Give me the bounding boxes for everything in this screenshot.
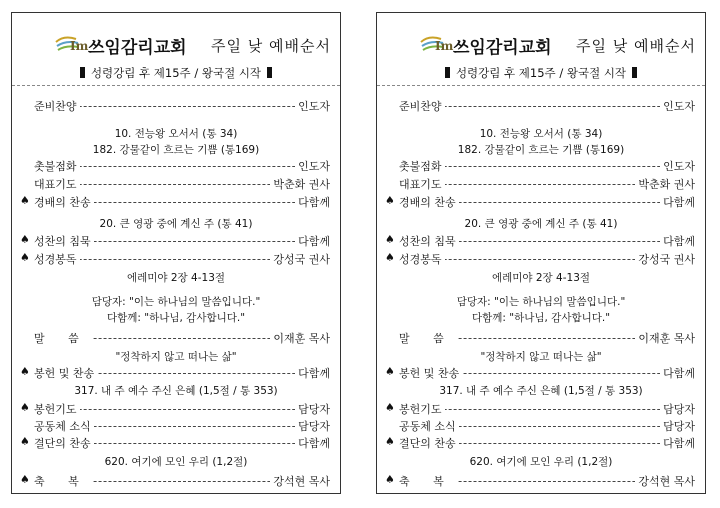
- order-item-label: 축 복: [399, 473, 457, 489]
- spade-bullet-icon: ♠: [385, 435, 395, 448]
- header-divider: [12, 85, 340, 86]
- hymn-or-note-line: 에레미야 2장 4-13절: [126, 272, 226, 284]
- order-item-leader: 다함께: [660, 194, 695, 210]
- hymn-or-note-line: 620. 여기에 모인 우리 (1,2절): [469, 456, 613, 468]
- order-item-label: 경배의 찬송: [34, 194, 94, 210]
- hymn-or-note-line: 다함께: "하나님, 감사합니다.": [471, 312, 611, 324]
- order-item-label: 대표기도: [34, 176, 80, 192]
- order-item-label: 말 씀: [34, 330, 92, 346]
- order-item-row: [385, 233, 695, 249]
- order-item-row: [20, 418, 330, 434]
- order-item-row: [20, 98, 330, 114]
- subtitle-bar-right: [632, 67, 637, 78]
- order-item-leader: 다함께: [295, 365, 330, 381]
- bulletin-panel-left: [11, 12, 341, 494]
- order-item-row: [385, 158, 695, 174]
- spade-bullet-icon: ♠: [20, 233, 30, 246]
- order-item-row: [20, 176, 330, 192]
- order-item-label: 봉헌기도: [399, 401, 445, 417]
- order-item-label: 봉헌 및 찬송: [34, 365, 97, 381]
- order-item-leader: 이재훈 목사: [635, 330, 695, 346]
- order-item-row: [20, 330, 330, 346]
- order-item-leader: 다함께: [295, 194, 330, 210]
- hymn-or-note-line: 10. 전능왕 오서서 (통 34): [479, 128, 603, 140]
- order-item-label: 결단의 찬송: [34, 435, 94, 451]
- hymn-or-note-line: 20. 큰 영광 중에 계신 주 (통 41): [99, 218, 253, 230]
- order-item-leader: 다함께: [295, 233, 330, 249]
- order-item-row: [20, 401, 330, 417]
- order-item-row: [385, 176, 695, 192]
- order-item-label: 말 씀: [399, 330, 457, 346]
- subtitle-bar-right: [267, 67, 272, 78]
- order-item-leader: 강성국 권사: [270, 251, 330, 267]
- order-item-leader: 인도자: [295, 158, 330, 174]
- order-item-leader: 강석현 목사: [270, 473, 330, 489]
- bulletin-header: [377, 27, 705, 63]
- hymn-or-note-line: 317. 내 주 예수 주신 은혜 (1,5절 / 통 353): [74, 385, 278, 397]
- logo-text: Im: [70, 39, 89, 53]
- hymn-or-note-line: "정착하지 않고 떠나는 삶": [480, 351, 602, 363]
- order-item-row: [385, 401, 695, 417]
- order-item-row: [20, 435, 330, 451]
- subtitle-bar-left: [445, 67, 450, 78]
- hymn-or-note-line: 620. 여기에 모인 우리 (1,2절): [104, 456, 248, 468]
- order-item-row: [385, 365, 695, 381]
- order-item-leader: 담당자: [295, 401, 330, 417]
- order-item-label: 성경봉독: [34, 251, 80, 267]
- order-item-label: 성찬의 침묵: [34, 233, 94, 249]
- order-item-leader: 담당자: [295, 418, 330, 434]
- hymn-or-note-line: 에레미야 2장 4-13절: [491, 272, 591, 284]
- order-item-label: 촛불점화: [34, 158, 80, 174]
- subtitle: [377, 65, 705, 81]
- order-item-leader: 강성국 권사: [635, 251, 695, 267]
- order-item-label: 봉헌 및 찬송: [399, 365, 462, 381]
- hymn-or-note-line: 20. 큰 영광 중에 계신 주 (통 41): [464, 218, 618, 230]
- order-item-leader: 인도자: [295, 98, 330, 114]
- order-item-leader: 강석현 목사: [635, 473, 695, 489]
- bulletin-panel-right: [376, 12, 706, 494]
- order-item-row: [385, 418, 695, 434]
- order-item-row: [20, 194, 330, 210]
- order-item-row: [385, 330, 695, 346]
- subtitle-bar-left: [80, 67, 85, 78]
- logo-text: Im: [435, 39, 454, 53]
- order-item-leader: 이재훈 목사: [270, 330, 330, 346]
- order-item-row: [20, 233, 330, 249]
- order-item-label: 대표기도: [399, 176, 445, 192]
- order-item-row: [20, 251, 330, 267]
- spade-bullet-icon: ♠: [385, 401, 395, 414]
- spade-bullet-icon: ♠: [385, 365, 395, 378]
- order-item-row: [20, 473, 330, 489]
- order-item-row: [385, 194, 695, 210]
- order-item-label: 준비찬양: [399, 98, 445, 114]
- hymn-or-note-line: 다함께: "하나님, 감사합니다.": [106, 312, 246, 324]
- order-item-label: 봉헌기도: [34, 401, 80, 417]
- hymn-or-note-line: 182. 강물같이 흐르는 기쁨 (통169): [92, 144, 260, 156]
- subtitle-text: 성령강림 후 제15주 / 왕국절 시작: [90, 66, 262, 80]
- order-item-row: [385, 435, 695, 451]
- bulletin-header: [12, 27, 340, 63]
- spade-bullet-icon: ♠: [20, 401, 30, 414]
- spade-bullet-icon: ♠: [20, 251, 30, 264]
- order-item-row: [20, 365, 330, 381]
- subtitle-text: 성령강림 후 제15주 / 왕국절 시작: [455, 66, 627, 80]
- order-item-leader: 박춘화 권사: [270, 176, 330, 192]
- service-title: 주일 낮 예배순서: [576, 37, 696, 55]
- spade-bullet-icon: ♠: [20, 194, 30, 207]
- order-item-leader: 박춘화 권사: [635, 176, 695, 192]
- order-item-label: 준비찬양: [34, 98, 80, 114]
- order-item-leader: 다함께: [660, 233, 695, 249]
- header-divider: [377, 85, 705, 86]
- order-item-label: 경배의 찬송: [399, 194, 459, 210]
- hymn-or-note-line: 10. 전능왕 오서서 (통 34): [114, 128, 238, 140]
- order-item-leader: 다함께: [660, 365, 695, 381]
- order-item-label: 공동체 소식: [399, 418, 459, 434]
- order-item-label: 촛불점화: [399, 158, 445, 174]
- order-item-leader: 담당자: [660, 401, 695, 417]
- spade-bullet-icon: ♠: [385, 233, 395, 246]
- spade-bullet-icon: ♠: [385, 251, 395, 264]
- order-item-label: 성찬의 침묵: [399, 233, 459, 249]
- church-name: 쓰임감리교회: [453, 38, 552, 58]
- hymn-or-note-line: 317. 내 주 예수 주신 은혜 (1,5절 / 통 353): [439, 385, 643, 397]
- church-name: 쓰임감리교회: [88, 38, 187, 58]
- order-item-row: [385, 98, 695, 114]
- order-item-leader: 담당자: [660, 418, 695, 434]
- order-item-label: 결단의 찬송: [399, 435, 459, 451]
- hymn-or-note-line: 담당자: "이는 하나님의 말씀입니다.": [456, 296, 626, 308]
- order-item-leader: 다함께: [295, 435, 330, 451]
- order-item-label: 성경봉독: [399, 251, 445, 267]
- spade-bullet-icon: ♠: [385, 473, 395, 486]
- hymn-or-note-line: 182. 강물같이 흐르는 기쁨 (통169): [457, 144, 625, 156]
- order-item-label: 축 복: [34, 473, 92, 489]
- order-item-leader: 다함께: [660, 435, 695, 451]
- subtitle: [12, 65, 340, 81]
- order-item-label: 공동체 소식: [34, 418, 94, 434]
- spade-bullet-icon: ♠: [385, 194, 395, 207]
- hymn-or-note-line: "정착하지 않고 떠나는 삶": [115, 351, 237, 363]
- hymn-or-note-line: 담당자: "이는 하나님의 말씀입니다.": [91, 296, 261, 308]
- service-title: 주일 낮 예배순서: [211, 37, 331, 55]
- order-item-row: [385, 473, 695, 489]
- order-item-row: [385, 251, 695, 267]
- order-item-row: [20, 158, 330, 174]
- spade-bullet-icon: ♠: [20, 435, 30, 448]
- order-item-leader: 인도자: [660, 98, 695, 114]
- order-item-leader: 인도자: [660, 158, 695, 174]
- spade-bullet-icon: ♠: [20, 473, 30, 486]
- spade-bullet-icon: ♠: [20, 365, 30, 378]
